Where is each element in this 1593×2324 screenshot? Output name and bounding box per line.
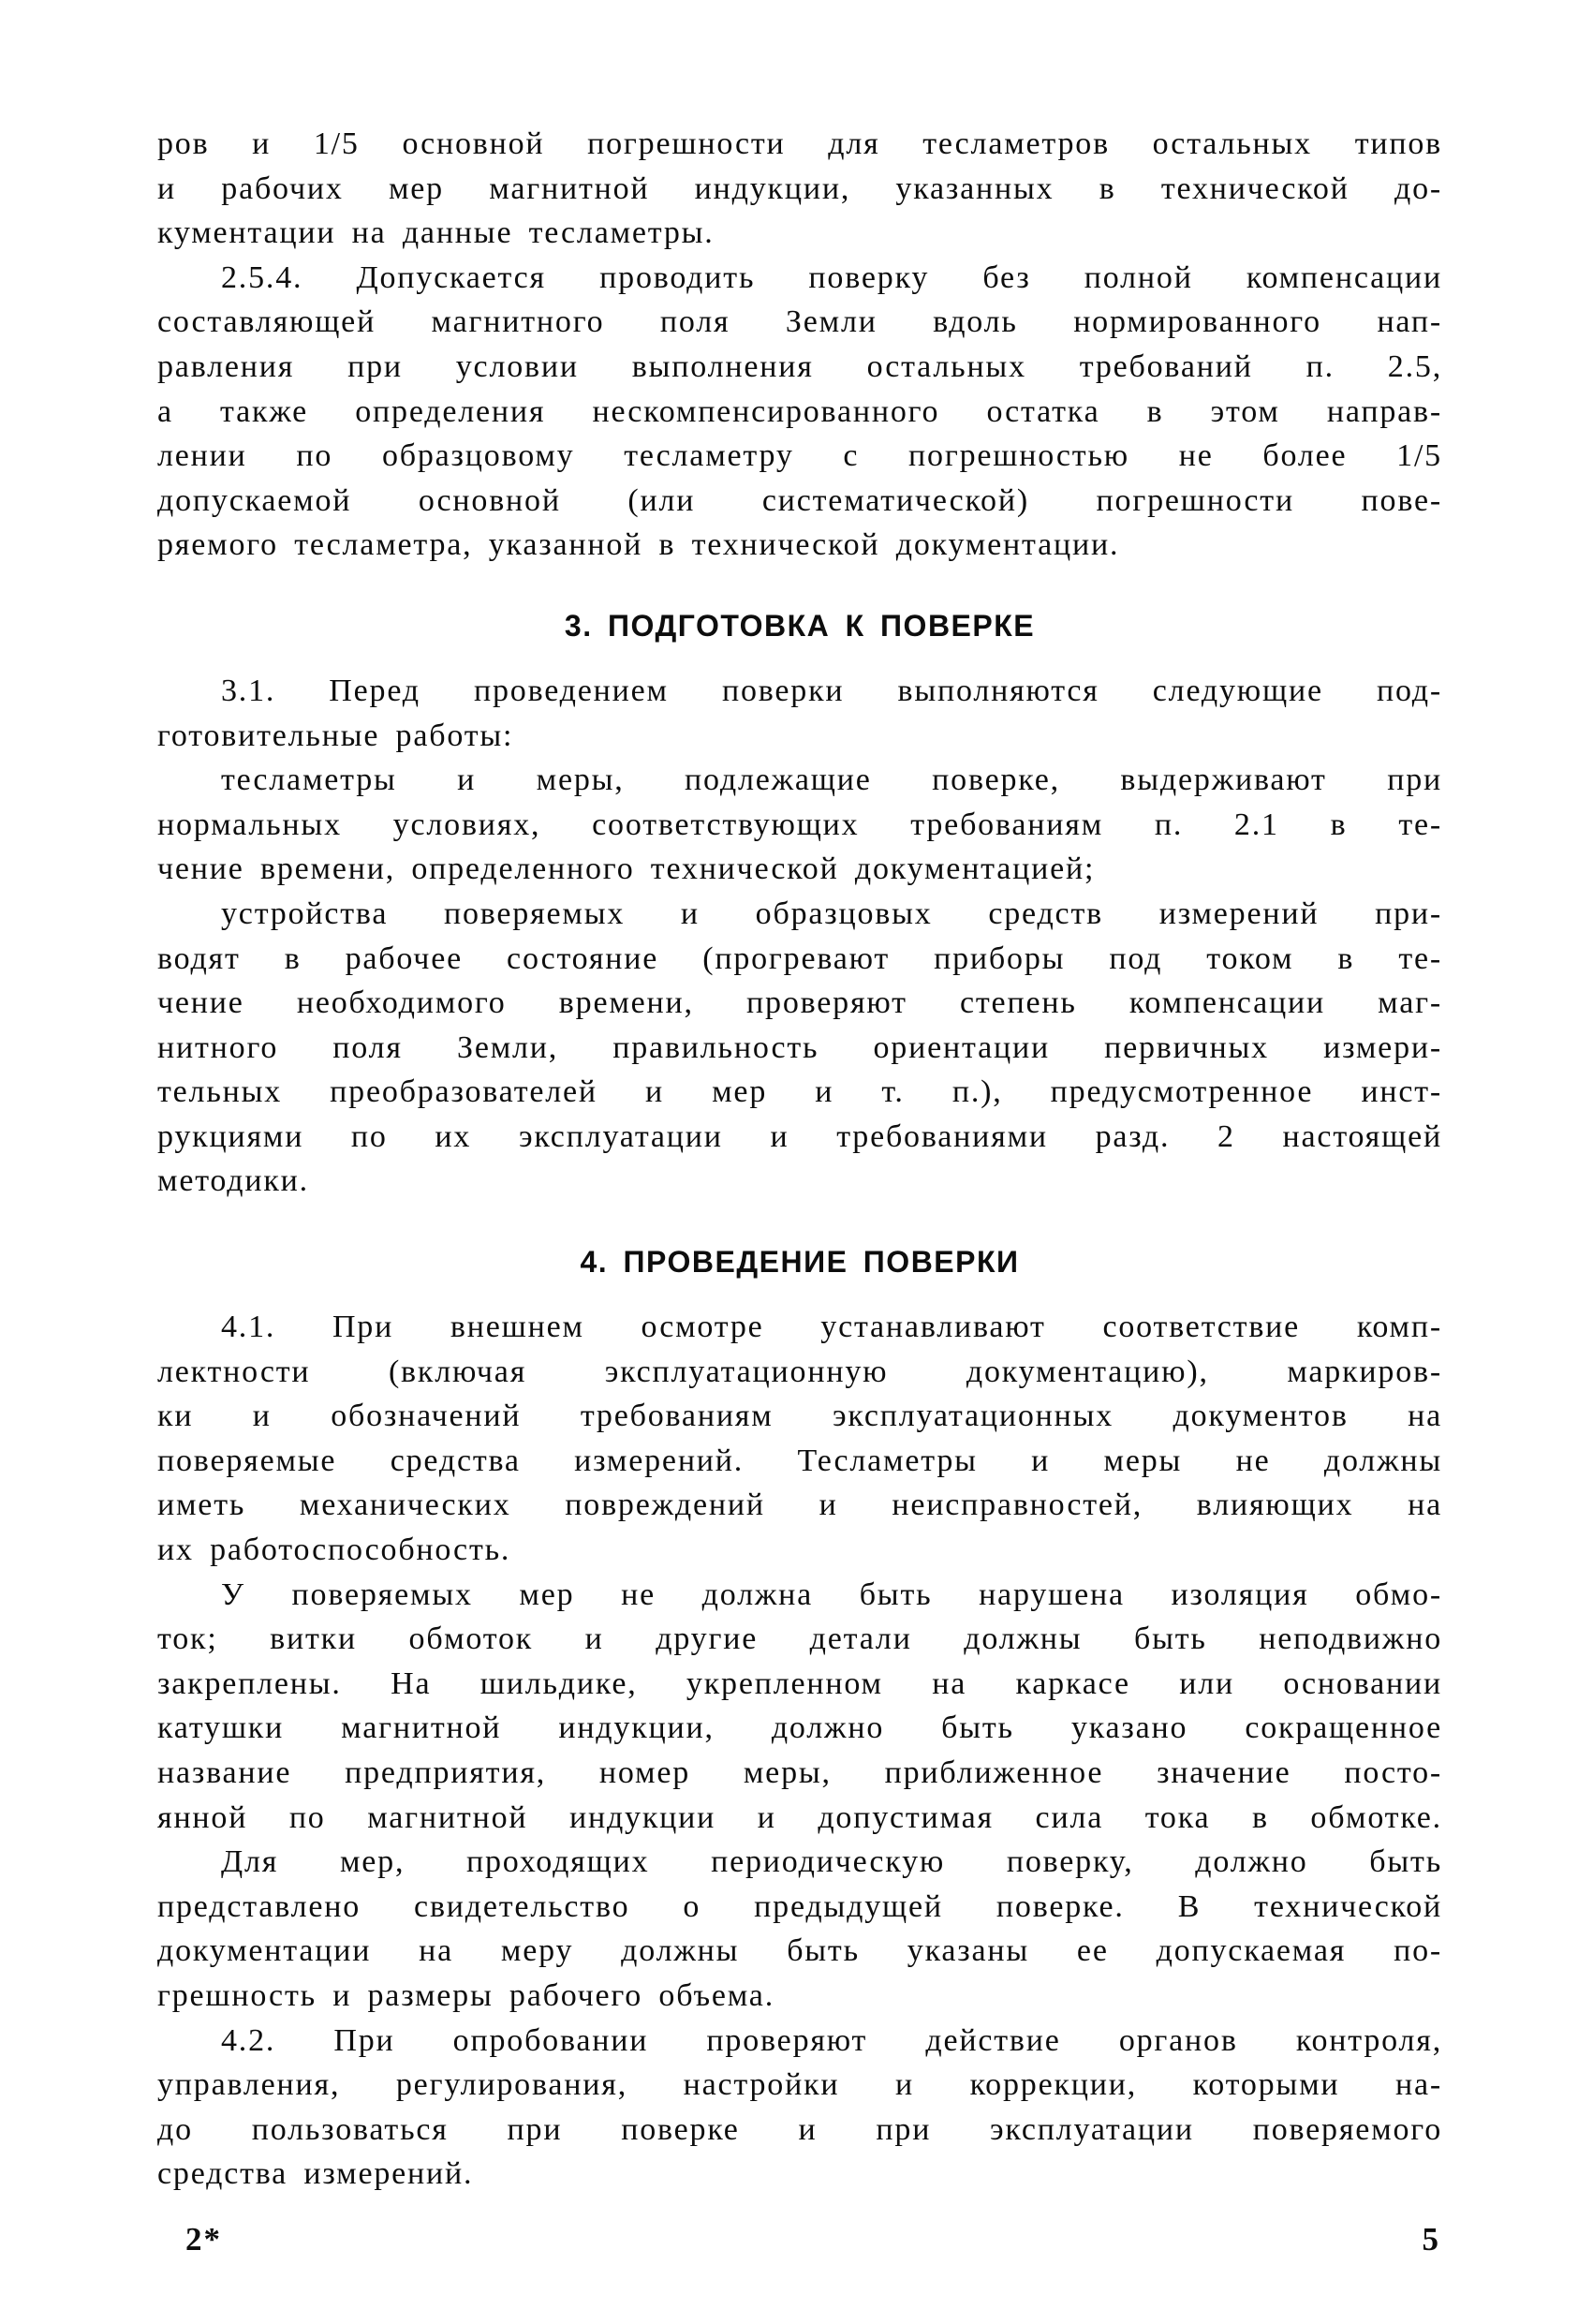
text-line: 3.1. Перед проведением поверки выполняются следующие под- — [221, 673, 1442, 708]
text-line: У поверяемых мер не должна быть нарушена изоляция обмо- — [221, 1576, 1442, 1612]
text-line: управления, регулирования, настройки и коррекции, которыми на- — [157, 2067, 1442, 2103]
paragraph — [157, 256, 1442, 568]
text-line: водят в рабочее состояние (прогревают приборы под током в те- — [157, 940, 1442, 976]
text-line: рукциями по их эксплуатации и требованиями разд. 2 настоящей — [157, 1118, 1442, 1154]
text-line: закреплены. На шильдике, укрепленном на каркасе или основании — [157, 1665, 1442, 1701]
text-line: средства измерений. — [157, 2156, 474, 2192]
text-line: нитного поля Земли, правильность ориентации первичных измери- — [157, 1029, 1442, 1065]
text-line: 4.2. При опробовании проверяют действие органов контроля, — [221, 2022, 1442, 2058]
page-number: 5 — [1422, 2221, 1438, 2257]
text-line: 2.5.4. Допускается проводить поверку без полной компенсации — [221, 259, 1442, 295]
text-line: Для мер, проходящих периодическую поверку, должно быть — [221, 1844, 1442, 1880]
text-line: лектности (включая эксплуатационную документацию), маркиров- — [157, 1354, 1442, 1389]
text-line: документации на меру должны быть указаны ее допускаемая по- — [157, 1933, 1442, 1969]
text-line: кументации на данные тесламетры. — [157, 215, 715, 251]
signature-mark: 2* — [185, 2221, 222, 2257]
text-line: устройства поверяемых и образцовых средств измерений при- — [221, 896, 1442, 931]
paragraph — [157, 1573, 1442, 1841]
text-line: составляющей магнитного поля Земли вдоль нормированного нап- — [157, 304, 1442, 340]
text-line: нормальных условиях, соответствующих требованиям п. 2.1 в те- — [157, 807, 1442, 842]
text-line: ки и обозначений требованиям эксплуатационных документов на — [157, 1399, 1442, 1434]
text-line: ров и 1/5 основной погрешности для тесламетров остальных типов — [157, 126, 1442, 161]
paragraph — [157, 758, 1442, 892]
text-line: поверяемые средства измерений. Тесламетры и меры не должны — [157, 1443, 1442, 1478]
text-line: до пользоваться при поверке и при эксплуатации поверяемого — [157, 2111, 1442, 2147]
paragraph — [157, 2019, 1442, 2197]
text-line: ряемого тесламетра, указанной в технической документации. — [157, 527, 1120, 563]
text-line: методики. — [157, 1163, 309, 1199]
section-heading: 3. ПОДГОТОВКА К ПОВЕРКЕ — [564, 608, 1036, 643]
paragraph — [157, 1840, 1442, 2018]
text-line: тельных преобразователей и мер и т. п.), предусмотренное инст- — [157, 1074, 1442, 1110]
text-line: иметь механических повреждений и неисправностей, влияющих на — [157, 1488, 1442, 1523]
text-line: тесламетры и меры, подлежащие поверке, выдерживают при — [221, 762, 1442, 798]
paragraph — [157, 122, 1442, 256]
section-heading: 4. ПРОВЕДЕНИЕ ПОВЕРКИ — [580, 1245, 1020, 1280]
page-footer — [157, 2223, 1442, 2256]
text-line: их работоспособность. — [157, 1532, 511, 1568]
text-line: чение времени, определенного технической документацией; — [157, 851, 1096, 887]
text-line: грешность и размеры рабочего объема. — [157, 1977, 774, 2013]
text-line: представлено свидетельство о предыдущей поверке. В технической — [157, 1888, 1442, 1924]
text-column — [157, 122, 1442, 2197]
paragraph — [157, 892, 1442, 1204]
text-line: готовительные работы: — [157, 718, 514, 753]
text-line: допускаемой основной (или систематической) погрешности пове- — [157, 482, 1442, 518]
text-line: 4.1. При внешнем осмотре устанавливают соответствие комп- — [221, 1310, 1442, 1345]
text-line: чение необходимого времени, проверяют степень компенсации маг- — [157, 985, 1442, 1021]
paragraph — [157, 669, 1442, 758]
text-line: равления при условии выполнения остальных требований п. 2.5, — [157, 348, 1442, 384]
text-line: катушки магнитной индукции, должно быть указано сокращенное — [157, 1710, 1442, 1746]
text-line: а также определения нескомпенсированного остатка в этом направ- — [157, 393, 1442, 429]
text-line: ток; витки обмоток и другие детали должны быть неподвижно — [157, 1621, 1442, 1657]
paragraph — [157, 1305, 1442, 1573]
text-line: янной по магнитной индукции и допустимая сила тока в обмотке. — [157, 1799, 1442, 1835]
text-line: название предприятия, номер меры, приближенное значение посто- — [157, 1755, 1442, 1790]
text-line: и рабочих мер магнитной индукции, указанных в технической до- — [157, 170, 1442, 206]
text-line: лении по образцовому тесламетру с погрешностью не более 1/5 — [157, 438, 1442, 474]
